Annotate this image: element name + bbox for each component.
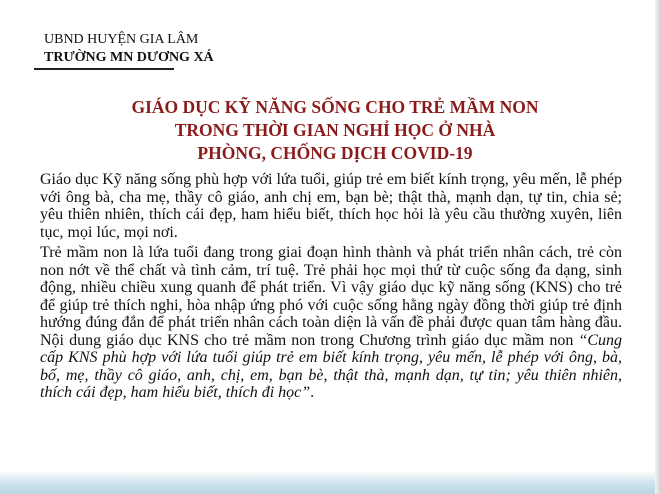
paragraph-2-text: Trẻ mầm non là lứa tuổi đang trong giai đoạn hình thành và phát triển nhân cách, trẻ còn non nớt về thể chất và tình cảm, trí tuệ. Trẻ phải học mọi thứ từ cuộc sống đa dạng, sinh động, nhiều chiều xung quanh để phát triển. Vì vậy giáo dục kỹ năng sống (KNS) cho trẻ để giúp trẻ thích nghi, hòa nhập ứng phó với cuộc sống hằng ngày đồng thời giúp trẻ định hướng đúng đắn để phát triển nhân cách toàn diện là vấn đề phải được quan tâm hàng đầu. Nội dung giáo dục KNS cho trẻ mầm non trong Chương trình giáo dục mầm non bbox=[40, 244, 622, 349]
district-name: UBND HUYỆN GIA LÂM bbox=[44, 32, 199, 47]
page-edge-shadow bbox=[655, 0, 661, 494]
school-name: TRƯỜNG MN DƯƠNG XÁ bbox=[44, 50, 214, 65]
footer-bar bbox=[0, 470, 655, 494]
title-line-1: GIÁO DỤC KỸ NĂNG SỐNG CHO TRẺ MẦM NON bbox=[131, 97, 539, 117]
paragraph-2-quote: “Cung cấp KNS phù hợp với lứa tuổi giúp trẻ em biết kính trọng, yêu mến, lễ phép với ông, bà, bố, mẹ, thầy cô giáo, anh, chị, em, bạn bè, thật thà, mạnh dạn, tự tin; yêu thiên nhiên, thích cái đẹp, ham hiểu biết, thích đi học” bbox=[40, 331, 622, 401]
document-title bbox=[40, 96, 630, 165]
paragraph-2 bbox=[40, 244, 622, 402]
organization-header bbox=[44, 31, 244, 67]
paragraph-2-end: . bbox=[310, 384, 315, 401]
document-body bbox=[40, 171, 622, 405]
paragraph-1: Giáo dục Kỹ năng sống phù hợp với lứa tuổi, giúp trẻ em biết kính trọng, yêu mến, lễ phép với ông bà, cha mẹ, thầy cô giáo, anh chị em, bạn bè; thật thà, mạnh dạn, tự tin, chia sẻ; yêu thiên nhiên, thích cái đẹp, ham hiểu biết, thích học hỏi là yêu cầu thường xuyên, liên tục, mọi lúc, mọi nơi. bbox=[40, 171, 622, 241]
title-line-2: TRONG THỜI GIAN NGHỈ HỌC Ở NHÀ bbox=[174, 120, 496, 140]
header-underline bbox=[34, 68, 174, 70]
title-line-3: PHÒNG, CHỐNG DỊCH COVID-19 bbox=[197, 143, 473, 163]
